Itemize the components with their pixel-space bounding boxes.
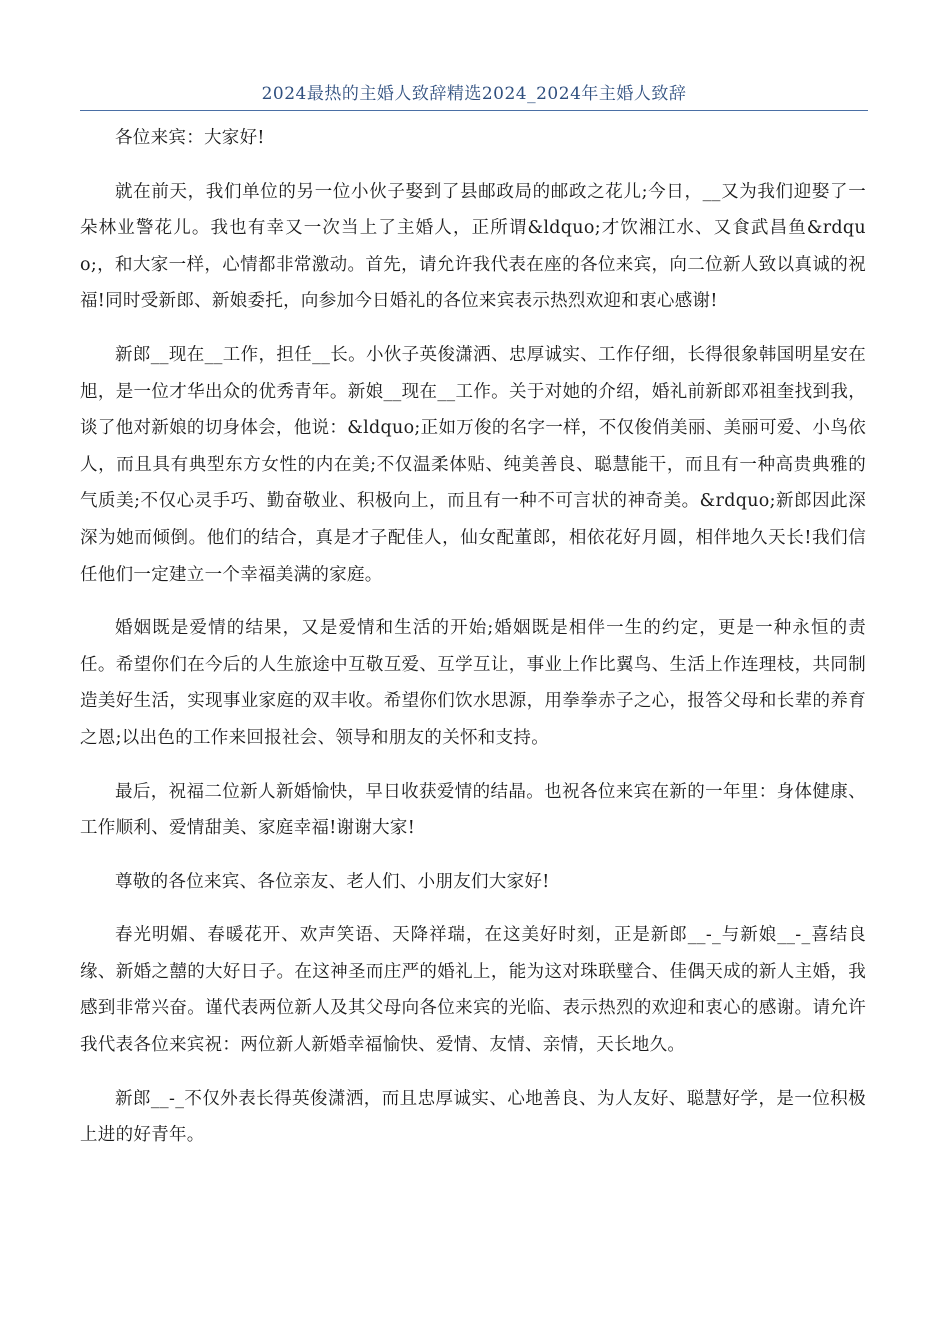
paragraph-greeting: 各位来宾：大家好! xyxy=(115,128,265,148)
document-title: 2024最热的主婚人致辞精选2024_2024年主婚人致辞 xyxy=(261,84,687,104)
paragraph-second-greeting: 尊敬的各位来宾、各位亲友、老人们、小朋友们大家好! xyxy=(115,871,550,892)
paragraph-couple-intro: 新郎__现在__工作，担任__长。小伙子英俊潇洒、忠厚诚实、工作仔细，长得很象韩国明星安在旭，是一位才华出众的优秀青年。新娘__现在__工作。关于对她的介绍，婚礼前新郎邓祖奎找到我，谈了他对新娘的切身体会，他说：&ldquo;正如万俊的名字一样，不仅俊俏美丽、美丽可爱、小鸟依人，而且具有典型东方女性的内在美;不仅温柔体贴、纯美善良、聪慧能干，而且有一种高贵典雅的气质美;不仅心灵手巧、勤奋敬业、积极向上，而且有一种不可言状的神奇美。&rdquo;新郎因此深深为她而倾倒。他们的结合，真是才子配佳人，仙女配董郎，相依花好月圆，相伴地久天长!我们信任他们一定建立一个幸福美满的家庭。 xyxy=(80,344,866,585)
paragraph-opening: 就在前天，我们单位的另一位小伙子娶到了县邮政局的邮政之花儿;今日，__又为我们迎娶了一朵林业警花儿。我也有幸又一次当上了主婚人，正所谓&ldquo;才饮湘江水、又食武昌鱼&rdquo;，和大家一样，心情都非常激动。首先，请允许我代表在座的各位来宾，向二位新人致以真诚的祝福!同时受新郎、新娘委托，向参加今日婚礼的各位来宾表示热烈欢迎和衷心感谢! xyxy=(80,181,866,312)
paragraph-marriage-wishes: 婚姻既是爱情的结果，又是爱情和生活的开始;婚姻既是相伴一生的约定，更是一种永恒的责任。希望你们在今后的人生旅途中互敬互爱、互学互让，事业上作比翼鸟、生活上作连理枝，共同制造美好生活，实现事业家庭的双丰收。希望你们饮水思源，用拳拳赤子之心，报答父母和长辈的养育之恩;以出色的工作来回报社会、领导和朋友的关怀和支持。 xyxy=(80,618,866,748)
page-header xyxy=(80,80,868,111)
paragraph-closing: 最后，祝福二位新人新婚愉快，早日收获爱情的结晶。也祝各位来宾在新的一年里：身体健康、工作顺利、爱情甜美、家庭幸福!谢谢大家! xyxy=(80,781,866,839)
paragraph-groom-intro: 新郎__-_不仅外表长得英俊潇洒，而且忠厚诚实、心地善良、为人友好、聪慧好学，是一位积极上进的好青年。 xyxy=(80,1088,866,1146)
document-body xyxy=(80,120,866,1171)
paragraph-second-opening: 春光明媚、春暖花开、欢声笑语、天降祥瑞，在这美好时刻，正是新郎__-_与新娘__-_喜结良缘、新婚之囍的大好日子。在这神圣而庄严的婚礼上，能为这对珠联璧合、佳偶天成的新人主婚，我感到非常兴奋。谨代表两位新人及其父母向各位来宾的光临、表示热烈的欢迎和衷心的感谢。请允许我代表各位来宾祝：两位新人新婚幸福愉快、爱情、友情、亲情，天长地久。 xyxy=(80,925,866,1056)
